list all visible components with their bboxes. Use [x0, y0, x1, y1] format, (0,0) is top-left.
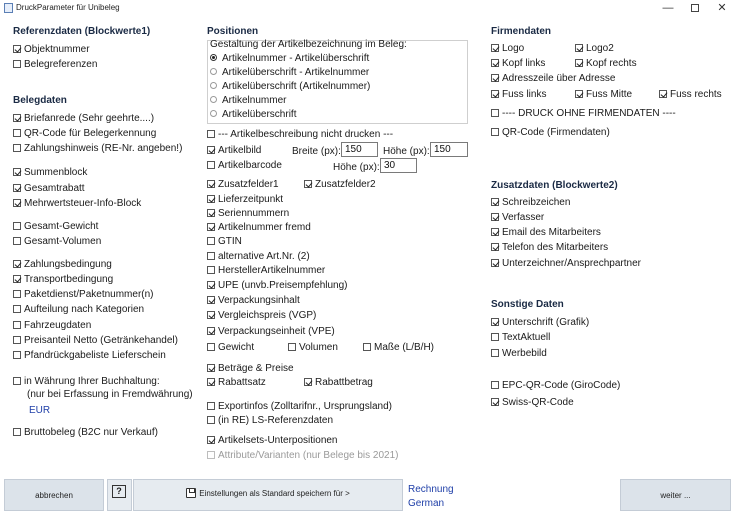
checkbox-betraege-preise[interactable] [207, 363, 294, 375]
checkbox-label: Beträge & Preise [218, 363, 294, 374]
checkbox-box [207, 195, 215, 203]
radio-label: Artikelüberschrift (Artikelnummer) [222, 81, 371, 92]
checkbox-box [491, 90, 499, 98]
checkbox-box [491, 259, 499, 267]
checkbox-box [575, 59, 583, 67]
checkbox-label: Logo2 [586, 43, 614, 54]
checkbox-swiss-qr[interactable] [491, 397, 574, 409]
checkbox-box [13, 321, 21, 329]
checkbox-upe[interactable] [207, 280, 348, 292]
maximize-icon [691, 4, 699, 12]
checkbox-gesamtrabatt[interactable] [13, 183, 85, 195]
radio-label: Artikelüberschrift - Artikelnummer [222, 67, 370, 78]
checkbox-ohne-firmendaten[interactable] [491, 108, 676, 120]
radio-dot [210, 68, 217, 75]
checkbox-label: Logo [502, 43, 525, 54]
checkbox-lieferzeitpunkt[interactable] [207, 194, 283, 206]
checkbox-label: Seriennummern [218, 208, 290, 219]
close-button[interactable]: ✕ [717, 2, 727, 14]
checkbox-box [13, 377, 21, 385]
checkbox-box [207, 209, 215, 217]
checkbox-label: Gesamt-Gewicht [24, 221, 99, 232]
checkbox-gtin[interactable] [207, 236, 242, 248]
checkbox-label: in Währung Ihrer Buchhaltung: [24, 376, 160, 387]
checkbox-label: QR-Code (Firmendaten) [502, 127, 610, 138]
checkbox-label: Zusatzfelder1 [218, 179, 279, 190]
checkbox-label: Email des Mitarbeiters [502, 227, 601, 238]
checkbox-label: Fahrzeugdaten [24, 320, 92, 331]
barcode-hoehe-label: Höhe (px): [333, 162, 380, 173]
checkbox-label: EPC-QR-Code (GiroCode) [502, 380, 621, 391]
checkbox-label: ---- DRUCK OHNE FIRMENDATEN ---- [502, 108, 676, 119]
checkbox-box [13, 45, 21, 53]
checkbox-seriennummern[interactable] [207, 208, 289, 220]
checkbox-adresszeile[interactable] [491, 73, 615, 85]
checkbox-label: Unterzeichner/Ansprechpartner [502, 258, 641, 269]
checkbox-label: Summenblock [24, 167, 88, 178]
checkbox-box [491, 213, 499, 221]
checkbox-masse[interactable] [363, 342, 434, 354]
heading-positionen: Positionen [207, 26, 259, 37]
radio-ueberschrift-artikelnummer[interactable] [210, 67, 369, 79]
checkbox-gesamt-volumen[interactable] [13, 236, 101, 248]
checkbox-box [13, 60, 21, 68]
radio-dot [210, 96, 217, 103]
checkbox-box [288, 343, 296, 351]
checkbox-box [207, 311, 215, 319]
radio-artikelnummer[interactable] [210, 95, 286, 107]
checkbox-box [13, 184, 21, 192]
checkbox-artikelnummer-fremd[interactable] [207, 222, 311, 234]
checkbox-box [13, 129, 21, 137]
checkbox-box [659, 90, 667, 98]
checkbox-briefanrede[interactable] [13, 113, 154, 125]
checkbox-box [491, 333, 499, 341]
checkbox-box [13, 305, 21, 313]
gestaltung-label: Gestaltung der Artikelbezeichnung im Beleg: [210, 39, 407, 50]
checkbox-qr-belegerkennung[interactable] [13, 128, 156, 140]
checkbox-box [207, 281, 215, 289]
radio-dot [210, 82, 217, 89]
checkbox-aufteilung-kategorien[interactable] [13, 304, 144, 316]
checkbox-volumen[interactable] [288, 342, 338, 354]
checkbox-box [13, 144, 21, 152]
hoehe-label: Höhe (px): [383, 146, 430, 157]
checkbox-box [491, 44, 499, 52]
checkbox-box [491, 198, 499, 206]
checkbox-label: Zusatzfelder2 [315, 179, 376, 190]
checkbox-label: Verfasser [502, 212, 545, 223]
checkbox-box [207, 378, 215, 386]
checkbox-box [491, 318, 499, 326]
checkbox-box [491, 59, 499, 67]
hoehe-input[interactable]: 150 [430, 142, 468, 157]
help-icon: ? [112, 485, 126, 498]
checkbox-textaktuell[interactable] [491, 332, 550, 344]
checkbox-zahlungshinweis[interactable] [13, 143, 182, 155]
checkbox-box [13, 237, 21, 245]
checkbox-label: Objektnummer [24, 44, 90, 55]
abbrechen-label: abbrechen [35, 491, 73, 500]
checkbox-label: UPE (unvb.Preisempfehlung) [218, 280, 348, 291]
checkbox-box [575, 44, 583, 52]
radio-label: Artikelnummer - Artikelüberschrift [222, 53, 370, 64]
checkbox-box [491, 74, 499, 82]
checkbox-label: Paketdienst/Paketnummer(n) [24, 289, 154, 300]
checkbox-summenblock[interactable] [13, 167, 87, 179]
doc-type-link[interactable]: Rechnung [408, 484, 454, 495]
waehrung-note: (nur bei Erfassung in Fremdwährung) [27, 389, 193, 400]
heading-belegdaten: Belegdaten [13, 95, 67, 106]
checkbox-label: QR-Code für Belegerkennung [24, 128, 157, 139]
checkbox-label: Gesamt-Volumen [24, 236, 102, 247]
maximize-button[interactable] [682, 1, 708, 16]
checkbox-email-mitarbeiter[interactable] [491, 227, 601, 239]
app-icon [4, 3, 13, 13]
checkbox-box [207, 180, 215, 188]
minimize-button[interactable]: — [662, 2, 674, 14]
checkbox-paketdienst[interactable] [13, 289, 154, 301]
checkbox-mwst-info[interactable] [13, 198, 141, 210]
checkbox-box [207, 161, 215, 169]
checkbox-box [207, 237, 215, 245]
heading-sonstige-daten: Sonstige Daten [491, 299, 564, 310]
checkbox-label: Unterschrift (Grafik) [502, 317, 590, 328]
checkbox-box [13, 222, 21, 230]
checkbox-label: Zahlungshinweis (RE-Nr. angeben!) [24, 143, 183, 154]
checkbox-hersteller-artikelnummer[interactable] [207, 265, 325, 277]
checkbox-fuss-links[interactable] [491, 89, 546, 101]
checkbox-label: Kopf links [502, 58, 546, 69]
checkbox-objektnummer[interactable] [13, 44, 90, 56]
checkbox-box [207, 343, 215, 351]
radio-dot [210, 110, 217, 117]
checkbox-box [207, 130, 215, 138]
checkbox-label: Rabattbetrag [315, 377, 373, 388]
heading-referenzdaten: Referenzdaten (Blockwerte1) [13, 26, 151, 37]
checkbox-box [13, 351, 21, 359]
checkbox-box [13, 428, 21, 436]
checkbox-box [13, 114, 21, 122]
checkbox-belegreferenzen[interactable] [13, 59, 97, 71]
checkbox-verfasser[interactable] [491, 212, 544, 224]
checkbox-label: Gesamtrabatt [24, 183, 85, 194]
checkbox-box [207, 364, 215, 372]
checkbox-label: Swiss-QR-Code [502, 397, 574, 408]
checkbox-label: Pfandrückgabeliste Lieferschein [24, 350, 166, 361]
radio-artikelueberschrift[interactable] [210, 109, 296, 121]
checkbox-label: Verpackungsinhalt [218, 295, 300, 306]
checkbox-fahrzeugdaten[interactable] [13, 320, 91, 332]
checkbox-label: Aufteilung nach Kategorien [24, 304, 145, 315]
checkbox-label: Volumen [299, 342, 338, 353]
checkbox-unterzeichner[interactable] [491, 258, 641, 270]
checkbox-label: Artikelsets-Unterpositionen [218, 435, 338, 446]
checkbox-box [304, 378, 312, 386]
weiter-button[interactable] [620, 479, 731, 511]
checkbox-label: Verpackungseinheit (VPE) [218, 326, 335, 337]
checkbox-box [491, 128, 499, 136]
checkbox-logo[interactable] [491, 43, 524, 55]
checkbox-box [491, 398, 499, 406]
checkbox-label: --- Artikelbeschreibung nicht drucken --- [218, 129, 394, 140]
checkbox-label: Transportbedingung [24, 274, 114, 285]
checkbox-label: Lieferzeitpunkt [218, 194, 284, 205]
checkbox-epc-qr[interactable] [491, 380, 620, 392]
checkbox-schreibzeichen[interactable] [491, 197, 570, 209]
checkbox-label: Fuss links [502, 89, 547, 100]
checkbox-fuss-mitte[interactable] [575, 89, 632, 101]
checkbox-label: alternative Art.Nr. (2) [218, 251, 310, 262]
checkbox-label: Belegreferenzen [24, 59, 98, 70]
checkbox-bruttobeleg[interactable] [13, 427, 158, 439]
help-button[interactable] [107, 479, 132, 511]
checkbox-box [207, 266, 215, 274]
checkbox-label: GTIN [218, 236, 242, 247]
checkbox-box [491, 109, 499, 117]
save-default-label: Einstellungen als Standard speichern für > [199, 489, 350, 498]
checkbox-keine-beschreibung[interactable] [207, 129, 393, 141]
checkbox-box [207, 327, 215, 335]
language-link[interactable]: German [408, 498, 445, 509]
heading-zusatzdaten: Zusatzdaten (Blockwerte2) [491, 180, 618, 191]
checkbox-preisanteil-netto[interactable] [13, 335, 178, 347]
waehrung-value[interactable]: EUR [29, 405, 51, 416]
checkbox-zahlungsbedingung[interactable] [13, 259, 112, 271]
checkbox-exportinfos[interactable] [207, 401, 392, 413]
radio-dot [210, 54, 217, 61]
radio-artikelnummer-ueberschrift[interactable] [210, 53, 369, 65]
barcode-hoehe-input[interactable]: 30 [380, 158, 417, 173]
checkbox-label: Artikelnummer fremd [218, 222, 311, 233]
checkbox-label: TextAktuell [502, 332, 551, 343]
checkbox-rabattbetrag[interactable] [304, 377, 373, 389]
checkbox-fuss-rechts[interactable] [659, 89, 722, 101]
checkbox-box [13, 260, 21, 268]
checkbox-qr-firmendaten[interactable] [491, 127, 610, 139]
checkbox-box [13, 275, 21, 283]
checkbox-rabattsatz[interactable] [207, 377, 266, 389]
radio-ueberschrift-klammer[interactable] [210, 81, 370, 93]
checkbox-vergleichspreis[interactable] [207, 310, 316, 322]
checkbox-box [491, 243, 499, 251]
checkbox-label: Rabattsatz [218, 377, 266, 388]
checkbox-artikelbarcode[interactable] [207, 160, 282, 172]
checkbox-label: Schreibzeichen [502, 197, 571, 208]
checkbox-artikelsets[interactable] [207, 435, 338, 447]
checkbox-kopf-rechts[interactable] [575, 58, 637, 70]
checkbox-zusatzfelder2[interactable] [304, 179, 376, 191]
checkbox-label: Exportinfos (Zolltarifnr., Ursprungsland) [218, 401, 392, 412]
title-bar [0, 0, 736, 17]
checkbox-waehrung-buchhaltung[interactable] [13, 376, 160, 388]
radio-label: Artikelüberschrift [222, 109, 297, 120]
checkbox-kopf-links[interactable] [491, 58, 545, 70]
checkbox-label: Artikelbild [218, 145, 262, 156]
checkbox-zusatzfelder1[interactable] [207, 179, 279, 191]
checkbox-label: Adresszeile über Adresse [502, 73, 616, 84]
checkbox-label: Fuss rechts [670, 89, 722, 100]
checkbox-label: Telefon des Mitarbeiters [502, 242, 609, 253]
checkbox-label: Bruttobeleg (B2C nur Verkauf) [24, 427, 158, 438]
checkbox-pfandrueckgabeliste[interactable] [13, 350, 166, 362]
checkbox-box [13, 290, 21, 298]
heading-firmendaten: Firmendaten [491, 26, 552, 37]
checkbox-box [13, 168, 21, 176]
checkbox-label: Fuss Mitte [586, 89, 633, 100]
checkbox-box [207, 146, 215, 154]
checkbox-label: HerstellerArtikelnummer [218, 265, 326, 276]
checkbox-label: Zahlungsbedingung [24, 259, 112, 270]
checkbox-label: Attribute/Varianten (nur Belege bis 2021) [218, 450, 399, 461]
checkbox-artikelbild[interactable] [207, 145, 261, 157]
checkbox-attribute-varianten [207, 450, 398, 462]
breite-input[interactable]: 150 [341, 142, 378, 157]
checkbox-label: Artikelbarcode [218, 160, 282, 171]
save-icon [186, 488, 196, 498]
checkbox-box [207, 402, 215, 410]
save-default-button[interactable] [133, 479, 403, 511]
checkbox-box [491, 349, 499, 357]
checkbox-label: Gewicht [218, 342, 255, 353]
checkbox-gesamt-gewicht[interactable] [13, 221, 98, 233]
checkbox-box [575, 90, 583, 98]
checkbox-label: (in RE) LS-Referenzdaten [218, 415, 334, 426]
checkbox-box [491, 228, 499, 236]
checkbox-alternative-artnr[interactable] [207, 251, 310, 263]
checkbox-logo2[interactable] [575, 43, 614, 55]
breite-label: Breite (px): [292, 146, 341, 157]
weiter-label: weiter ... [660, 491, 691, 500]
checkbox-ls-referenzdaten[interactable] [207, 415, 333, 427]
checkbox-box [13, 199, 21, 207]
checkbox-gewicht[interactable] [207, 342, 254, 354]
checkbox-label: Maße (L/B/H) [374, 342, 435, 353]
checkbox-label: Kopf rechts [586, 58, 637, 69]
checkbox-box [207, 252, 215, 260]
checkbox-verpackungsinhalt[interactable] [207, 295, 300, 307]
checkbox-box [491, 381, 499, 389]
checkbox-box [13, 336, 21, 344]
checkbox-transportbedingung[interactable] [13, 274, 113, 286]
checkbox-box [304, 180, 312, 188]
checkbox-label: Vergleichspreis (VGP) [218, 310, 317, 321]
checkbox-unterschrift-grafik[interactable] [491, 317, 589, 329]
checkbox-box [207, 296, 215, 304]
checkbox-box [363, 343, 371, 351]
checkbox-label: Werbebild [502, 348, 547, 359]
checkbox-box [207, 223, 215, 231]
checkbox-box [207, 436, 215, 444]
checkbox-label: Preisanteil Netto (Getränkehandel) [24, 335, 178, 346]
checkbox-label: Mehrwertsteuer-Info-Block [24, 198, 142, 209]
window-title: DruckParameter für Unibeleg [16, 3, 120, 12]
checkbox-box [207, 451, 215, 459]
radio-label: Artikelnummer [222, 95, 287, 106]
checkbox-werbebild[interactable] [491, 348, 547, 360]
checkbox-label: Briefanrede (Sehr geehrte....) [24, 113, 155, 124]
abbrechen-button[interactable] [4, 479, 104, 511]
checkbox-telefon-mitarbeiter[interactable] [491, 242, 608, 254]
checkbox-verpackungseinheit[interactable] [207, 326, 335, 338]
checkbox-box [207, 416, 215, 424]
